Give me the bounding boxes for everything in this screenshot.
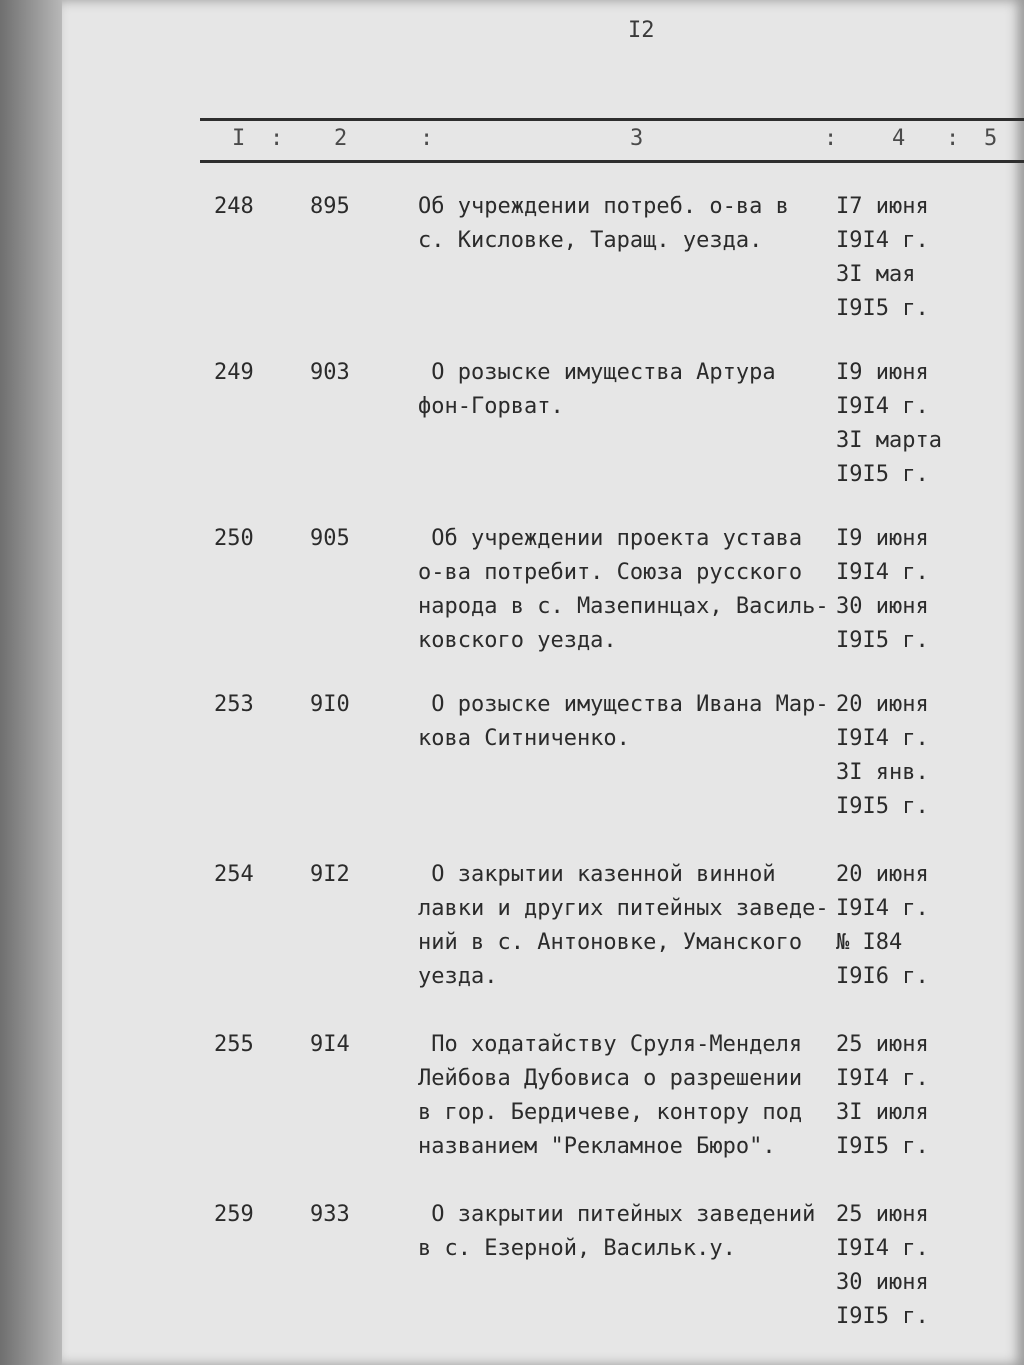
entry-reference: 9I4	[310, 1032, 350, 1057]
entry-date-line: 25 июня	[836, 1032, 929, 1057]
entry-date-line: I9I4 г.	[836, 896, 929, 921]
column-header-1: I	[232, 126, 246, 151]
entry-date-line: 20 июня	[836, 862, 929, 887]
entry-number: 248	[214, 194, 254, 219]
entry-date-line: I9I5 г.	[836, 794, 929, 819]
entry-text-line: лавки и других питейных заведе-	[418, 896, 829, 921]
column-header-4: 4	[892, 126, 906, 151]
entry-date-line: I9I5 г.	[836, 1134, 929, 1159]
entry-reference: 895	[310, 194, 350, 219]
entry-text-line: Лейбова Дубовиса о разрешении	[418, 1066, 803, 1091]
header-rule-top	[200, 118, 1024, 121]
entry-text-line: в с. Езерной, Васильк.у.	[418, 1236, 736, 1261]
entry-text-line: в гор. Бердичеве, контору под	[418, 1100, 803, 1125]
entry-number: 250	[214, 526, 254, 551]
entry-date-line: 3I июля	[836, 1100, 929, 1125]
entry-date-line: I9I4 г.	[836, 1066, 929, 1091]
entry-date-line: № I84	[836, 930, 903, 955]
entry-date-line: I7 июня	[836, 194, 929, 219]
entry-text-line: Об учреждении проекта устава	[418, 526, 803, 551]
entry-date-line: I9I6 г.	[836, 964, 929, 989]
column-separator: :	[824, 126, 838, 151]
desk-background	[0, 0, 62, 1365]
entry-text-line: о-ва потребит. Союза русского	[418, 560, 803, 585]
entry-number: 254	[214, 862, 254, 887]
entry-number: 259	[214, 1202, 254, 1227]
entry-date-line: I9I5 г.	[836, 296, 929, 321]
entry-text-line: Об учреждении потреб. о-ва в	[418, 194, 789, 219]
entry-date-line: 30 июня	[836, 594, 929, 619]
entry-date-line: I9 июня	[836, 360, 929, 385]
entry-date-line: I9I4 г.	[836, 1236, 929, 1261]
entry-number: 253	[214, 692, 254, 717]
column-header-3: 3	[630, 126, 644, 151]
entry-text-line: ний в с. Антоновке, Уманского	[418, 930, 803, 955]
entry-date-line: 3I янв.	[836, 760, 929, 785]
entry-text-line: названием "Рекламное Бюро".	[418, 1134, 776, 1159]
entry-reference: 9I0	[310, 692, 350, 717]
entry-date-line: 30 июня	[836, 1270, 929, 1295]
entry-number: 255	[214, 1032, 254, 1057]
entry-text-line: фон-Горват.	[418, 394, 564, 419]
column-header-2: 2	[334, 126, 348, 151]
entry-reference: 933	[310, 1202, 350, 1227]
entry-text-line: О закрытии казенной винной	[418, 862, 776, 887]
entry-date-line: 20 июня	[836, 692, 929, 717]
entry-text-line: кова Ситниченко.	[418, 726, 630, 751]
entry-date-line: I9I5 г.	[836, 1304, 929, 1329]
entry-date-line: 3I мая	[836, 262, 916, 287]
entry-text-line: уезда.	[418, 964, 498, 989]
column-header-5: 5	[984, 126, 998, 151]
entry-number: 249	[214, 360, 254, 385]
page-number: I2	[628, 18, 655, 43]
entry-date-line: I9I4 г.	[836, 560, 929, 585]
entry-text-line: народа в с. Мазепинцах, Василь-	[418, 594, 829, 619]
entry-date-line: I9I5 г.	[836, 628, 929, 653]
entry-date-line: 25 июня	[836, 1202, 929, 1227]
entry-text-line: с. Кисловке, Таращ. уезда.	[418, 228, 763, 253]
entry-text-line: О розыске имущества Артура	[418, 360, 776, 385]
column-separator: :	[270, 126, 284, 151]
entry-date-line: I9I5 г.	[836, 462, 929, 487]
entry-text-line: О розыске имущества Ивана Мар-	[418, 692, 829, 717]
entry-text-line: По ходатайству Сруля-Менделя	[418, 1032, 803, 1057]
entry-date-line: 3I марта	[836, 428, 942, 453]
entry-date-line: I9 июня	[836, 526, 929, 551]
entry-reference: 903	[310, 360, 350, 385]
entry-date-line: I9I4 г.	[836, 228, 929, 253]
entry-text-line: ковского уезда.	[418, 628, 617, 653]
column-separator: :	[420, 126, 434, 151]
entry-date-line: I9I4 г.	[836, 726, 929, 751]
entry-text-line: О закрытии питейных заведений	[418, 1202, 816, 1227]
entry-reference: 905	[310, 526, 350, 551]
column-separator: :	[946, 126, 960, 151]
header-rule-bottom	[200, 160, 1024, 163]
entry-date-line: I9I4 г.	[836, 394, 929, 419]
entry-reference: 9I2	[310, 862, 350, 887]
